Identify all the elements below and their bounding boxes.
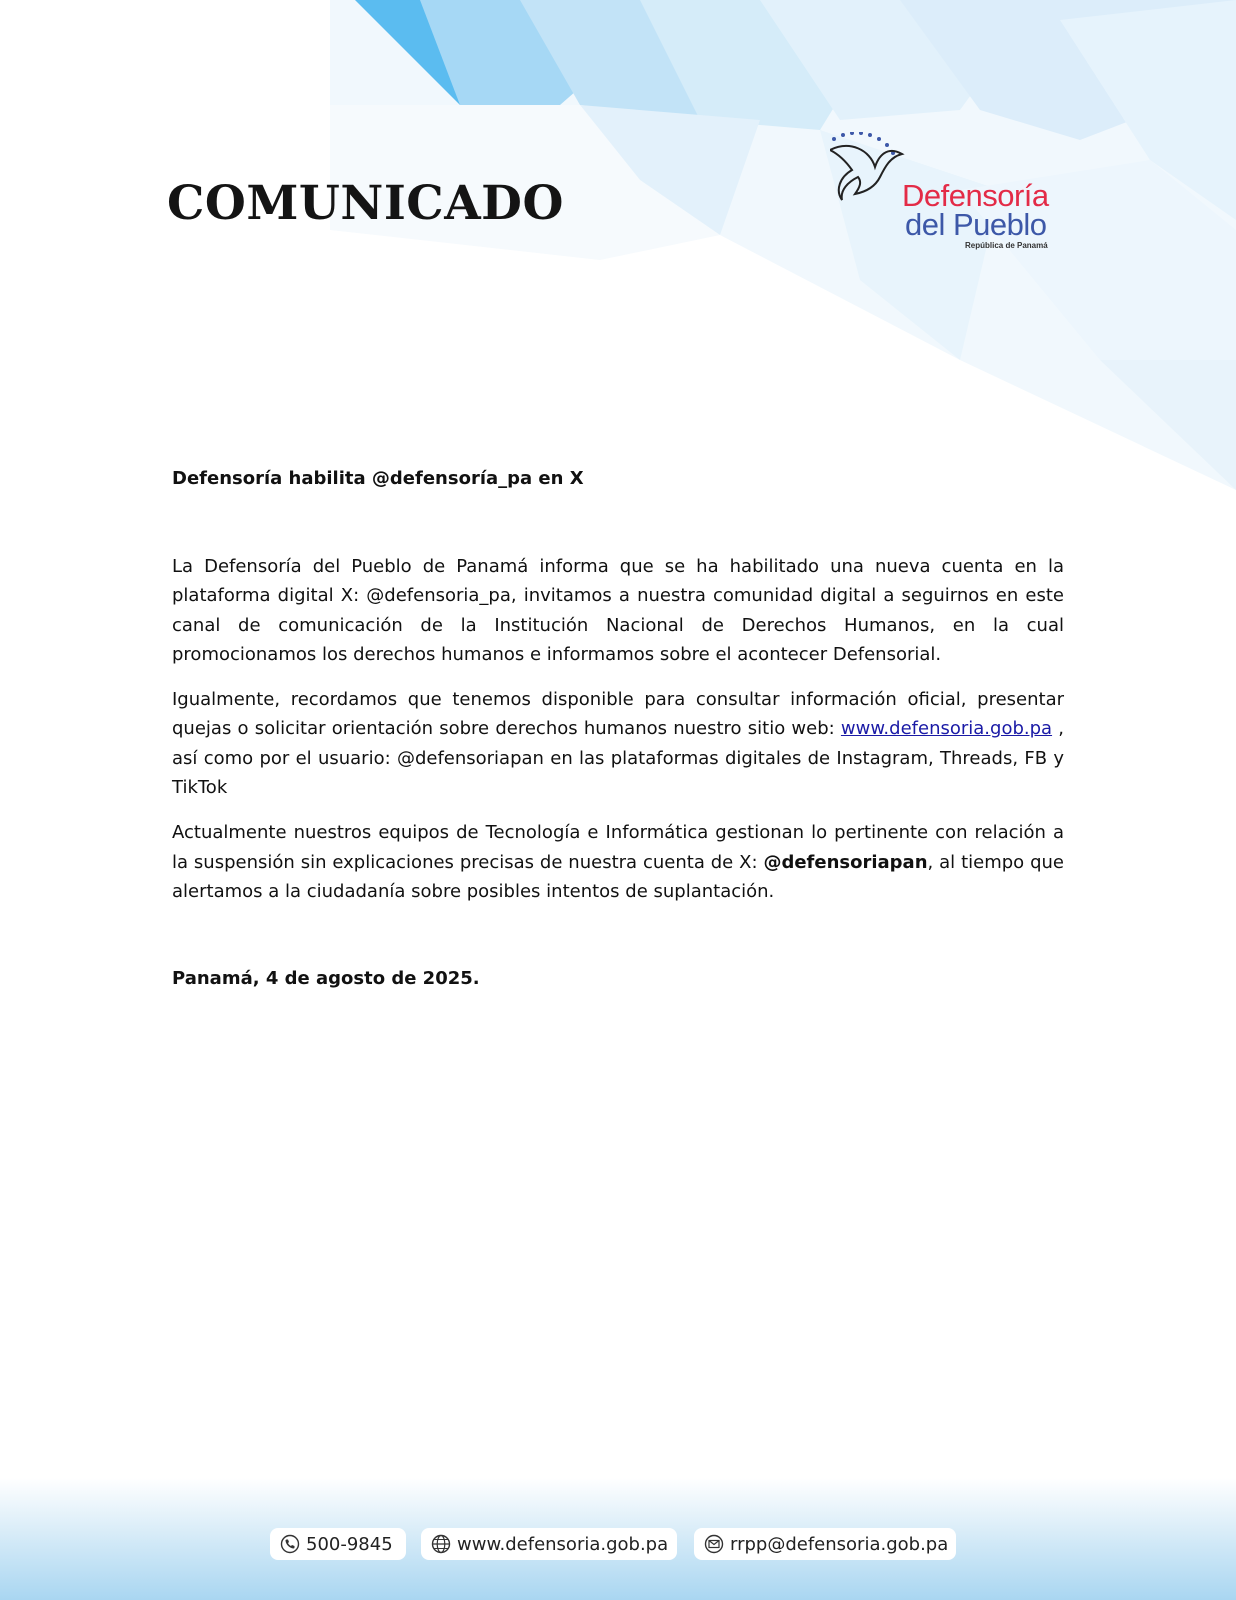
paragraph-2-text-after-link: , así como por el usuario: @defensoriapan en las plataformas digitales de Instagram, Threads, FB y TikTok bbox=[172, 718, 1064, 799]
dove-with-stars-icon bbox=[830, 132, 1060, 252]
communique-body bbox=[172, 466, 1064, 992]
footer-website[interactable] bbox=[421, 1528, 677, 1560]
footer-website-text: www.defensoria.gob.pa bbox=[457, 1533, 669, 1555]
paragraph-3-text-after-bold: , al tiempo que alertamos a la ciudadanía sobre posibles intentos de suplantación. bbox=[172, 851, 1064, 902]
footer-phone-text: 500-9845 bbox=[306, 1533, 393, 1555]
paragraph-2 bbox=[172, 685, 1064, 802]
logo-text-del-pueblo: del Pueblo bbox=[905, 207, 1047, 242]
suspended-account-handle: @defensoriapan bbox=[763, 851, 928, 873]
paragraph-3 bbox=[172, 818, 1064, 906]
footer-phone bbox=[270, 1528, 406, 1560]
page-title: COMUNICADO bbox=[167, 176, 564, 231]
globe-icon bbox=[431, 1534, 451, 1554]
paragraph-2-text-before-link: Igualmente, recordamos que tenemos disponible para consultar información oficial, presentar quejas o solicitar orientación sobre derechos humanos nuestro sitio web: bbox=[172, 689, 1064, 740]
envelope-icon bbox=[704, 1534, 724, 1554]
date-line: Panamá, 4 de agosto de 2025. bbox=[172, 968, 480, 990]
website-link[interactable]: www.defensoria.gob.pa bbox=[840, 718, 1053, 740]
logo-text-defensoria: Defensoría bbox=[902, 178, 1049, 213]
headline: Defensoría habilita @defensoría_pa en X bbox=[172, 468, 584, 489]
footer-email-text: rrpp@defensoria.gob.pa bbox=[730, 1533, 949, 1555]
paragraph-1: La Defensoría del Pueblo de Panamá informa que se ha habilitado una nueva cuenta en la plataforma digital X: @defensoria_pa, invitamos a nuestra comunidad digital a seguirnos en este canal de comunicación de la Institución Nacional de Derechos Humanos, en la cual promocionamos los derechos humanos e informamos sobre el acontecer Defensorial. bbox=[172, 556, 1064, 665]
phone-icon bbox=[280, 1534, 300, 1554]
paragraph-3-text-before-bold: Actualmente nuestros equipos de Tecnología e Informática gestionan lo pertinente con relación a la suspensión sin explicaciones precisas de nuestra cuenta de X: bbox=[172, 822, 1064, 873]
logo-subtitle: República de Panamá bbox=[965, 241, 1048, 250]
footer-email[interactable] bbox=[694, 1528, 956, 1560]
